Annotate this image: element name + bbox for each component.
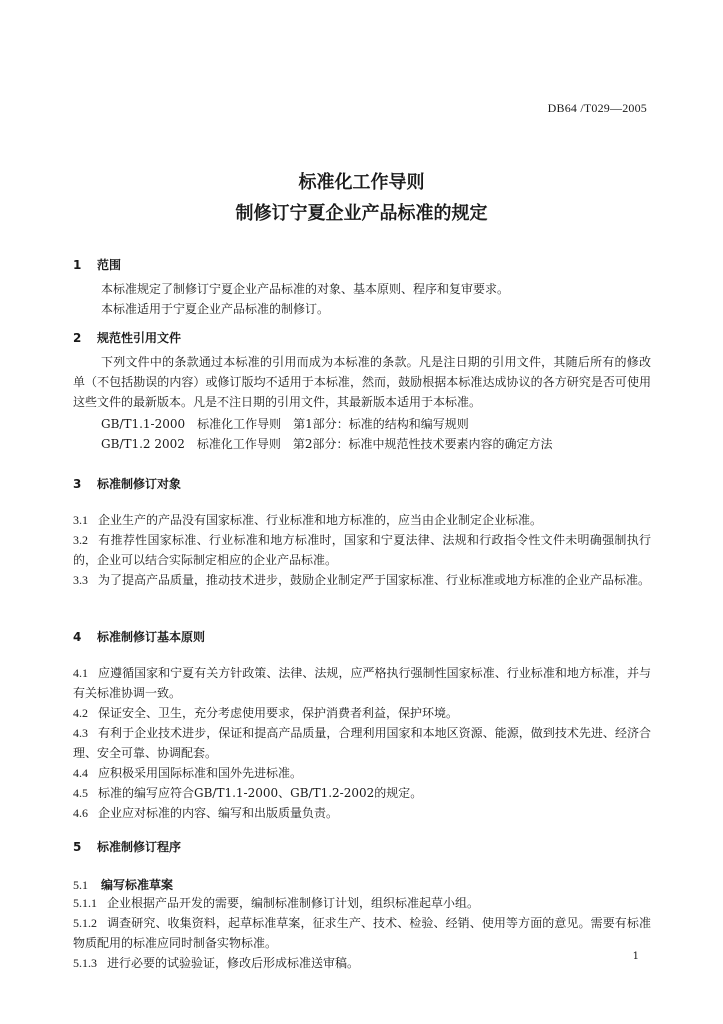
reference-title: 标准化工作导则 第2部分：标准中规范性技术要素内容的确定方法 <box>196 437 553 451</box>
clause-text: 标准的编写应符合GB/T1.1-2000、GB/T1.2-2002的规定。 <box>98 786 423 800</box>
clause-number: 5.1.2 <box>73 916 97 930</box>
section-title: 标准制修订基本原则 <box>97 630 206 644</box>
clause <box>73 783 651 803</box>
clause-number: 4.2 <box>73 706 88 720</box>
section-number: 1 <box>73 258 82 272</box>
section-3-heading <box>73 475 181 492</box>
clause-number: 4.5 <box>73 786 88 800</box>
clause-text: 企业生产的产品没有国家标准、行业标准和地方标准的，应当由企业制定企业标准。 <box>98 513 543 527</box>
clause-number: 4.6 <box>73 806 88 820</box>
clause-number: 5.1.3 <box>73 956 97 970</box>
section-number: 5 <box>73 840 82 854</box>
section-title: 标准制修订程序 <box>97 840 182 854</box>
reference-item <box>101 414 469 434</box>
section-1-heading <box>73 256 121 273</box>
clause-text: 应遵循国家和宁夏有关方针政策、法律、法规，应严格执行强制性国家标准、行业标准和地方标准，并与有关标准协调一致。 <box>73 666 651 700</box>
reference-code: GB/T1.1-2000 <box>101 417 186 431</box>
clause-text: 有推荐性国家标准、行业标准和地方标准时，国家和宁夏法律、法规和行政指令性文件未明确强制执行的，企业可以结合实际制定相应的企业产品标准。 <box>73 533 651 567</box>
clause-number: 3.1 <box>73 513 88 527</box>
section-title: 标准制修订对象 <box>97 477 182 491</box>
section-number: 4 <box>73 630 82 644</box>
subsection-number: 5.1 <box>73 878 88 892</box>
subsection-title: 编写标准草案 <box>101 878 174 892</box>
clause-number: 3.3 <box>73 573 88 587</box>
clause-number: 3.2 <box>73 533 88 547</box>
clause-number: 4.4 <box>73 766 88 780</box>
clause-text: 为了提高产品质量，推动技术进步，鼓励企业制定严于国家标准、行业标准或地方标准的企业产品标准。 <box>98 573 651 587</box>
clause-number: 4.3 <box>73 726 88 740</box>
clause <box>73 663 651 703</box>
section-number: 2 <box>73 331 82 345</box>
clause <box>73 570 651 590</box>
clause-text: 保证安全、卫生，充分考虑使用要求，保护消费者利益，保护环境。 <box>98 706 459 720</box>
section-4-heading <box>73 628 205 645</box>
paragraph: 本标准规定了制修订宁夏企业产品标准的对象、基本原则、程序和复审要求。 <box>101 282 510 296</box>
clause <box>73 763 651 783</box>
title-line-2: 制修订宁夏企业产品标准的规定 <box>235 203 488 224</box>
clause <box>73 953 651 973</box>
clause-number: 4.1 <box>73 666 88 680</box>
subsection-5-1-heading <box>73 876 173 893</box>
clause-text: 企业应对标准的内容、编写和出版质量负责。 <box>98 806 339 820</box>
clause-text: 进行必要的试验验证，修改后形成标准送审稿。 <box>107 956 360 970</box>
page-number: 1 <box>632 951 639 962</box>
clause <box>73 530 651 570</box>
clause <box>73 510 651 530</box>
clause <box>73 723 651 763</box>
section-number: 3 <box>73 477 82 491</box>
clause <box>73 703 651 723</box>
clause-number: 5.1.1 <box>73 896 97 910</box>
section-2-heading <box>73 329 181 346</box>
reference-code: GB/T1.2 2002 <box>101 437 185 451</box>
section-title: 范围 <box>97 258 122 272</box>
title-line-1: 标准化工作导则 <box>298 172 425 193</box>
clause <box>73 893 651 913</box>
reference-title: 标准化工作导则 第1部分：标准的结构和编写规则 <box>197 417 469 431</box>
clause <box>73 803 651 823</box>
reference-item <box>101 434 553 454</box>
clause-text: 应积极采用国际标准和国外先进标准。 <box>98 766 303 780</box>
paragraph: 下列文件中的条款通过本标准的引用而成为本标准的条款。凡是注日期的引用文件，其随后所有的修改单（不包括勘误的内容）或修订版均不适用于本标准，然而，鼓励根据本标准达成协议的各方研究是否可使用这些文件的最新版本。凡是不注日期的引用文件，其最新版本适用于本标准。 <box>73 355 651 409</box>
section-5-heading <box>73 838 181 855</box>
paragraph: 本标准适用于宁夏企业产品标准的制修订。 <box>101 302 330 316</box>
section-title: 规范性引用文件 <box>97 331 182 345</box>
clause-text: 企业根据产品开发的需要，编制标准制修订计划，组织标准起草小组。 <box>107 896 480 910</box>
clause-text: 有利于企业技术进步，保证和提高产品质量，合理利用国家和本地区资源、能源，做到技术先进、经济合理、安全可靠、协调配套。 <box>73 726 651 760</box>
clause <box>73 913 651 953</box>
clause-text: 调查研究、收集资料，起草标准草案，征求生产、技术、检验、经销、使用等方面的意见。需要有标准物质配用的标准应同时制备实物标准。 <box>73 916 651 950</box>
document-code: DB64 /T029—2005 <box>547 101 647 115</box>
